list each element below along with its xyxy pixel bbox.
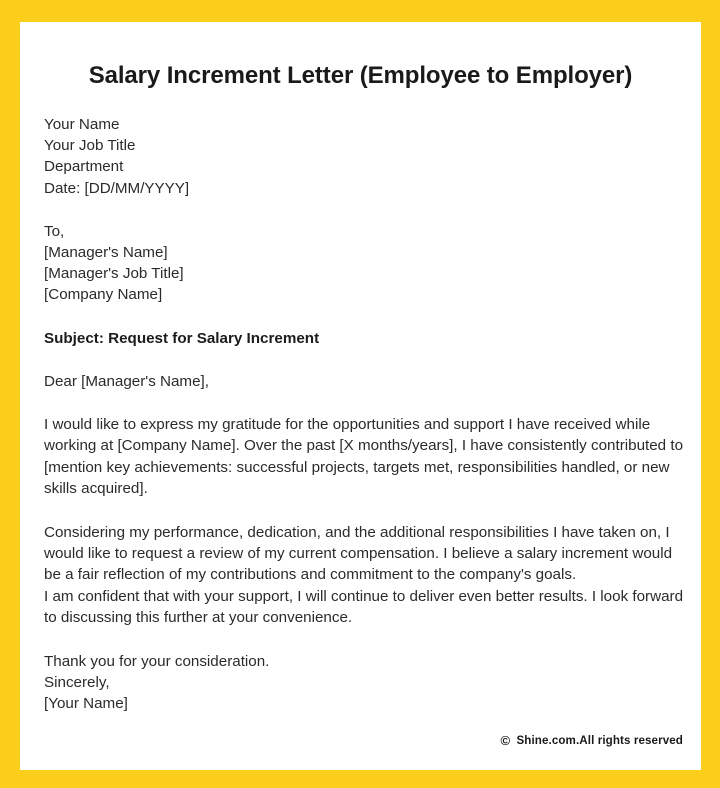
copyright-icon: © [500, 733, 511, 748]
letter-card [20, 22, 701, 770]
letter-body [44, 114, 686, 714]
footer [44, 734, 683, 747]
spacer-after-sender [44, 199, 686, 221]
page-title: Salary Increment Letter (Employee to Employer) [88, 62, 633, 89]
recipient-name: [Manager's Name] [44, 244, 168, 262]
recipient-job-title: [Manager's Job Title] [44, 265, 184, 283]
spacer-after-salutation [44, 392, 686, 414]
sender-name: Your Name [44, 116, 120, 133]
body-paragraph-1: I would like to express my gratitude for the opportunities and support I have received while working at [Company Name]. Over the past [X months/years], I have consistently contributed to [mention key achievements: successful projects, targets met, responsibilities handled, or new skills acquired]. [44, 416, 684, 498]
salutation: Dear [Manager's Name], [44, 372, 209, 390]
sender-job-title: Your Job Title [44, 137, 136, 155]
copyright-label: Shine.com.All rights reserved [516, 734, 683, 747]
recipient-block [44, 221, 686, 306]
spacer-after-subject [44, 349, 686, 371]
subject-line: Subject: Request for Salary Increment [44, 329, 320, 347]
sender-date: Date: [DD/MM/YYYY] [44, 179, 190, 197]
body-paragraph-3: I am confident that with your support, I will continue to deliver even better results. I look forward to discussing this further at your convenience. [44, 587, 684, 627]
sender-department: Department [44, 158, 124, 176]
spacer-after-recipient [44, 306, 686, 328]
copyright-notice [500, 734, 683, 747]
recipient-company: [Company Name] [44, 286, 163, 304]
spacer-after-paragraph-1 [44, 500, 686, 522]
body-paragraph-2: Considering my performance, dedication, and the additional responsibilities I have taken on, I would like to request a review of my current compensation. I believe a salary increment would be a fair reflection of my contributions and commitment to the company's goals. [44, 523, 673, 584]
closing-block [44, 651, 686, 715]
sender-block [44, 114, 686, 199]
closing-signature: [Your Name] [44, 695, 128, 713]
spacer-after-paragraph-3 [44, 629, 686, 651]
closing-sincerely: Sincerely, [44, 673, 110, 691]
closing-thanks: Thank you for your consideration. [44, 652, 270, 670]
recipient-to-label: To, [44, 222, 65, 240]
